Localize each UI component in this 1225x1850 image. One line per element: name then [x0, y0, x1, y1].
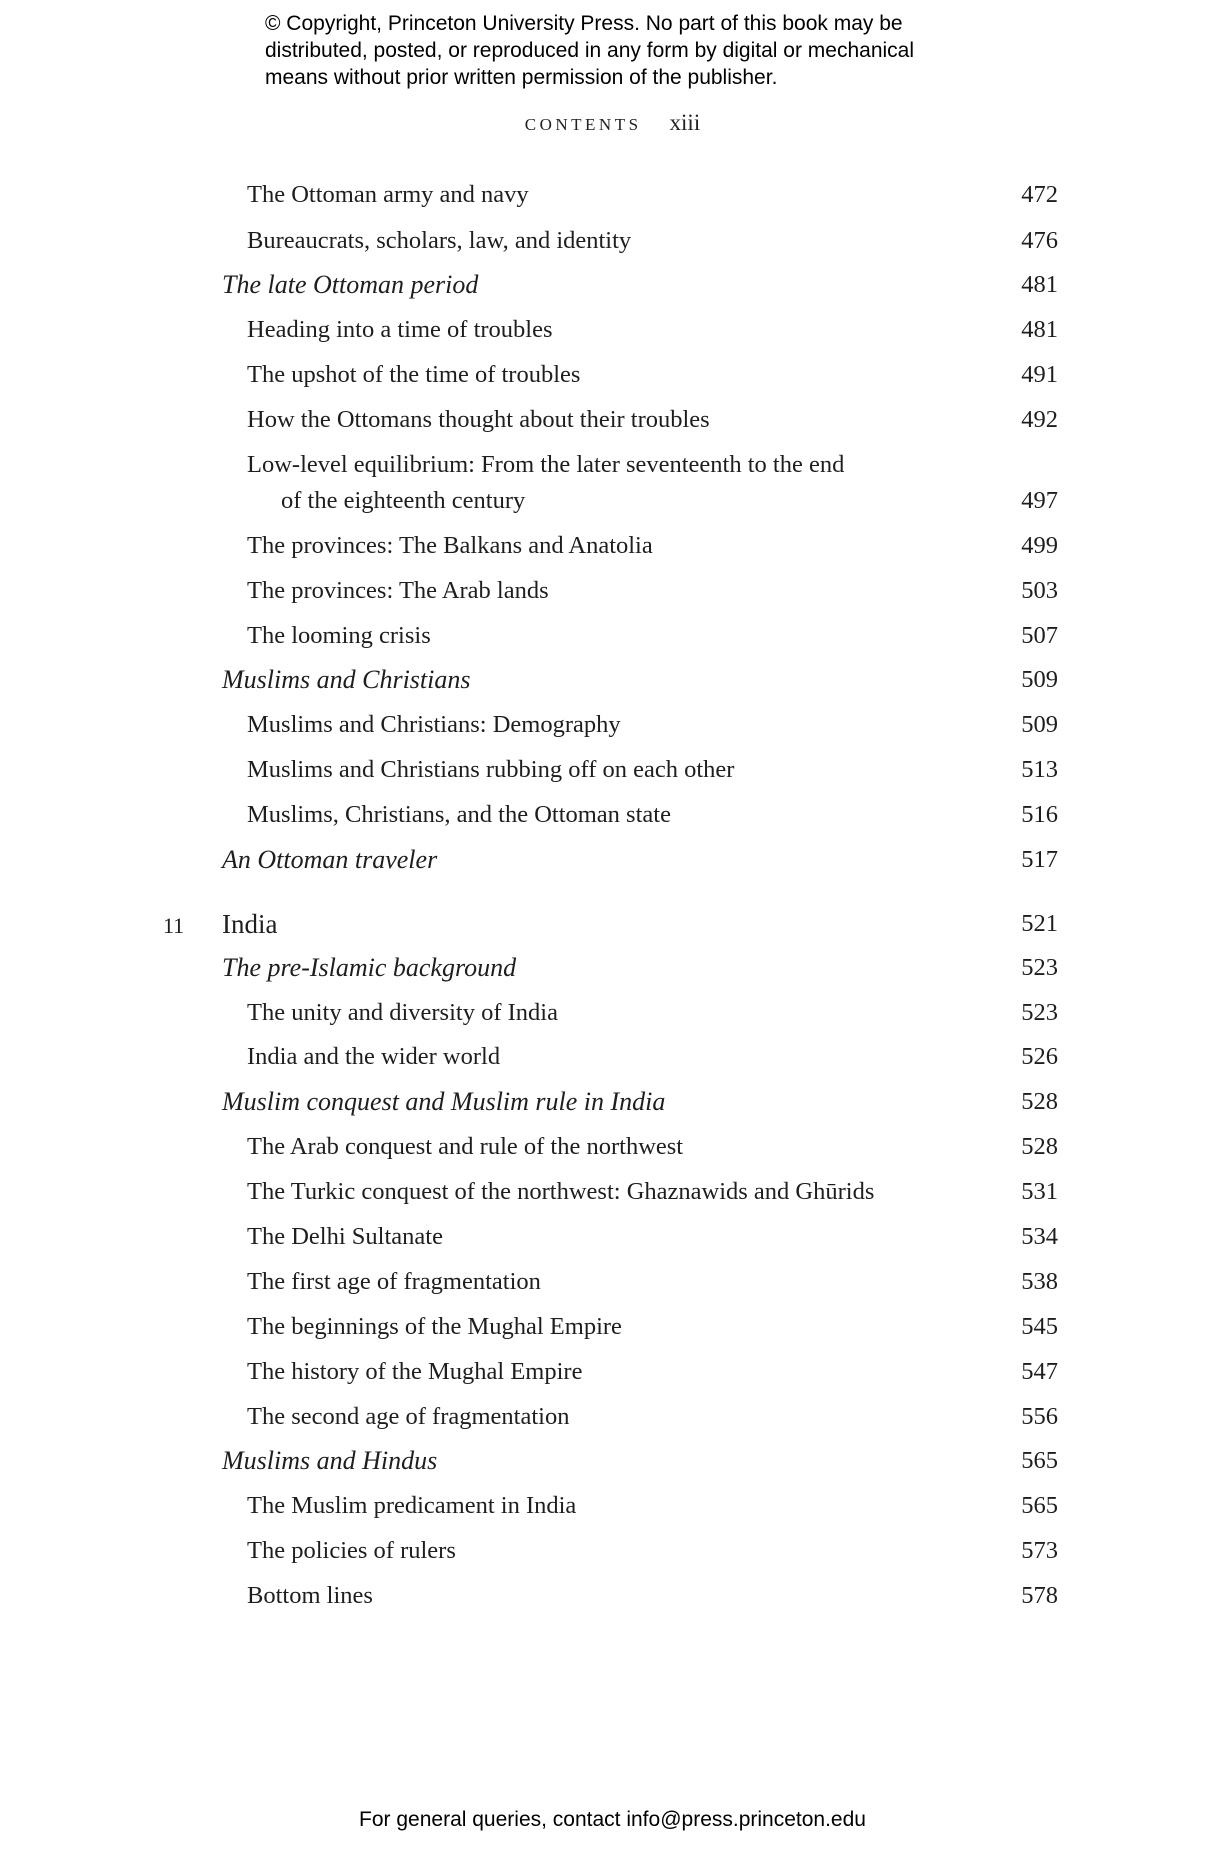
- toc-entry: [0, 752, 1225, 788]
- toc-entry-title: The Ottoman army and navy: [247, 181, 529, 208]
- toc-entry-title: The upshot of the time of troubles: [247, 361, 581, 388]
- toc-entry-page: 507: [1021, 622, 1058, 649]
- toc-entry-title: The Arab conquest and rule of the northwest: [247, 1133, 684, 1160]
- toc-entry-page: 492: [1021, 406, 1058, 433]
- toc-entry-title-line2: of the eighteenth century: [281, 487, 526, 514]
- toc-entry: [0, 573, 1225, 609]
- toc-entry-page: 531: [1021, 1178, 1058, 1205]
- copyright-line: distributed, posted, or reproduced in any form by digital or mechanical: [265, 39, 915, 62]
- toc-entry: [0, 618, 1225, 654]
- toc-entry: [0, 177, 1225, 213]
- toc-entry: [0, 357, 1225, 393]
- toc-entry-page: 556: [1021, 1403, 1058, 1430]
- toc-entry-page: 573: [1021, 1537, 1058, 1564]
- toc-entry-title: The looming crisis: [247, 622, 431, 649]
- toc-entry-page: 534: [1021, 1223, 1058, 1250]
- toc-entry-page: 503: [1021, 577, 1058, 604]
- toc-part-title: An Ottoman traveler: [222, 845, 438, 874]
- toc-entry: [0, 797, 1225, 833]
- toc-entry-title: The Delhi Sultanate: [247, 1223, 443, 1250]
- toc-entry: [0, 402, 1225, 438]
- toc-entry-page: 523: [1021, 999, 1058, 1026]
- toc-part-heading: [0, 1443, 1225, 1479]
- toc-entry-title: The second age of fragmentation: [247, 1403, 570, 1430]
- toc-entry: [0, 528, 1225, 564]
- toc-entry-title: The history of the Mughal Empire: [247, 1358, 583, 1385]
- toc-entry: [0, 707, 1225, 743]
- toc-entry: [0, 312, 1225, 348]
- toc-part-title: The pre-Islamic background: [222, 953, 517, 982]
- toc-entry-title: Bureaucrats, scholars, law, and identity: [247, 227, 632, 254]
- toc-part-heading: [0, 662, 1225, 698]
- toc-entry-page: 547: [1021, 1358, 1058, 1385]
- toc-entry-page: 509: [1021, 666, 1058, 693]
- toc-part-heading: [0, 1084, 1225, 1120]
- footer-contact: For general queries, contact info@press.princeton.edu: [359, 1808, 866, 1831]
- toc-entry: [0, 1399, 1225, 1435]
- toc-entry-page: 497: [1021, 487, 1058, 514]
- toc-entry-page: 523: [1021, 954, 1058, 981]
- toc-entry-title: Muslims, Christians, and the Ottoman state: [247, 801, 671, 828]
- toc-entry-title: The first age of fragmentation: [247, 1268, 541, 1295]
- copyright-line: means without prior written permission of the publisher.: [265, 66, 778, 89]
- toc-entry-page: 472: [1021, 181, 1058, 208]
- toc-entry: [0, 1578, 1225, 1614]
- toc-entry-page: 481: [1021, 316, 1058, 343]
- toc-entry: [0, 1354, 1225, 1390]
- toc-part-title: The late Ottoman period: [222, 270, 479, 299]
- toc-entry-title: Heading into a time of troubles: [247, 316, 553, 343]
- toc-entry-page: 526: [1021, 1043, 1058, 1070]
- toc-entry-title: India and the wider world: [247, 1043, 501, 1070]
- running-head-label: CONTENTS: [524, 115, 642, 134]
- toc-entry-title: The Turkic conquest of the northwest: Ghaznawids and Ghūrids: [247, 1178, 875, 1205]
- toc-entry-title: Muslims and Christians: Demography: [247, 711, 621, 738]
- toc-entry-page: 565: [1021, 1447, 1058, 1474]
- toc-entry-title-line1: Low-level equilibrium: From the later seventeenth to the end: [247, 451, 845, 478]
- toc-entry-title: How the Ottomans thought about their troubles: [247, 406, 710, 433]
- toc-part-heading: [0, 267, 1225, 303]
- running-head-page-number: xiii: [669, 110, 701, 135]
- toc-entry-title: The provinces: The Arab lands: [247, 577, 549, 604]
- toc-entry: [0, 1533, 1225, 1569]
- toc-entry-page: 513: [1021, 756, 1058, 783]
- toc-entry-page: 578: [1021, 1582, 1058, 1609]
- toc-entry-page: 481: [1021, 271, 1058, 298]
- toc-entry-title: The beginnings of the Mughal Empire: [247, 1313, 622, 1340]
- toc-chapter-title: India: [222, 909, 278, 939]
- toc-part-title: Muslims and Hindus: [222, 1446, 438, 1475]
- toc-entry-title: Muslims and Christians rubbing off on each other: [247, 756, 735, 783]
- toc-entry: [0, 995, 1225, 1031]
- toc-part-heading: [0, 950, 1225, 986]
- toc-entry: [0, 1174, 1225, 1210]
- toc-entry: [0, 1129, 1225, 1165]
- toc-entry-title: Bottom lines: [247, 1582, 373, 1609]
- toc-entry-title: [247, 447, 947, 519]
- toc-entry-title: The policies of rulers: [247, 1537, 456, 1564]
- toc-entry-page: 476: [1021, 227, 1058, 254]
- toc-entry: [0, 1039, 1225, 1075]
- copyright-line: © Copyright, Princeton University Press. No part of this book may be: [265, 12, 903, 35]
- toc-entry-title: The Muslim predicament in India: [247, 1492, 577, 1519]
- toc-entry-page: 516: [1021, 801, 1058, 828]
- toc-part-title: Muslims and Christians: [222, 665, 471, 694]
- toc-entry: [0, 1219, 1225, 1255]
- toc-part-heading: [0, 842, 1225, 878]
- toc-entry-title: The unity and diversity of India: [247, 999, 558, 1026]
- toc-entry: [0, 1309, 1225, 1345]
- toc-entry: [0, 1488, 1225, 1524]
- toc-entry: [0, 447, 1225, 519]
- toc-entry-page: 517: [1021, 846, 1058, 873]
- toc-entry-page: 491: [1021, 361, 1058, 388]
- toc-part-title: Muslim conquest and Muslim rule in India: [222, 1087, 666, 1116]
- toc-chapter-heading: [0, 906, 1225, 942]
- toc-entry-page: 509: [1021, 711, 1058, 738]
- toc-entry-page: 521: [1021, 910, 1058, 937]
- toc-entry-page: 528: [1021, 1133, 1058, 1160]
- toc-entry-page: 565: [1021, 1492, 1058, 1519]
- toc-entry-title: The provinces: The Balkans and Anatolia: [247, 532, 653, 559]
- toc-entry: [0, 1264, 1225, 1300]
- toc-entry-page: 545: [1021, 1313, 1058, 1340]
- toc-entry: [0, 223, 1225, 259]
- toc-chapter-number: 11: [163, 913, 185, 938]
- toc-entry-page: 528: [1021, 1088, 1058, 1115]
- toc-entry-page: 499: [1021, 532, 1058, 559]
- toc-entry-page: 538: [1021, 1268, 1058, 1295]
